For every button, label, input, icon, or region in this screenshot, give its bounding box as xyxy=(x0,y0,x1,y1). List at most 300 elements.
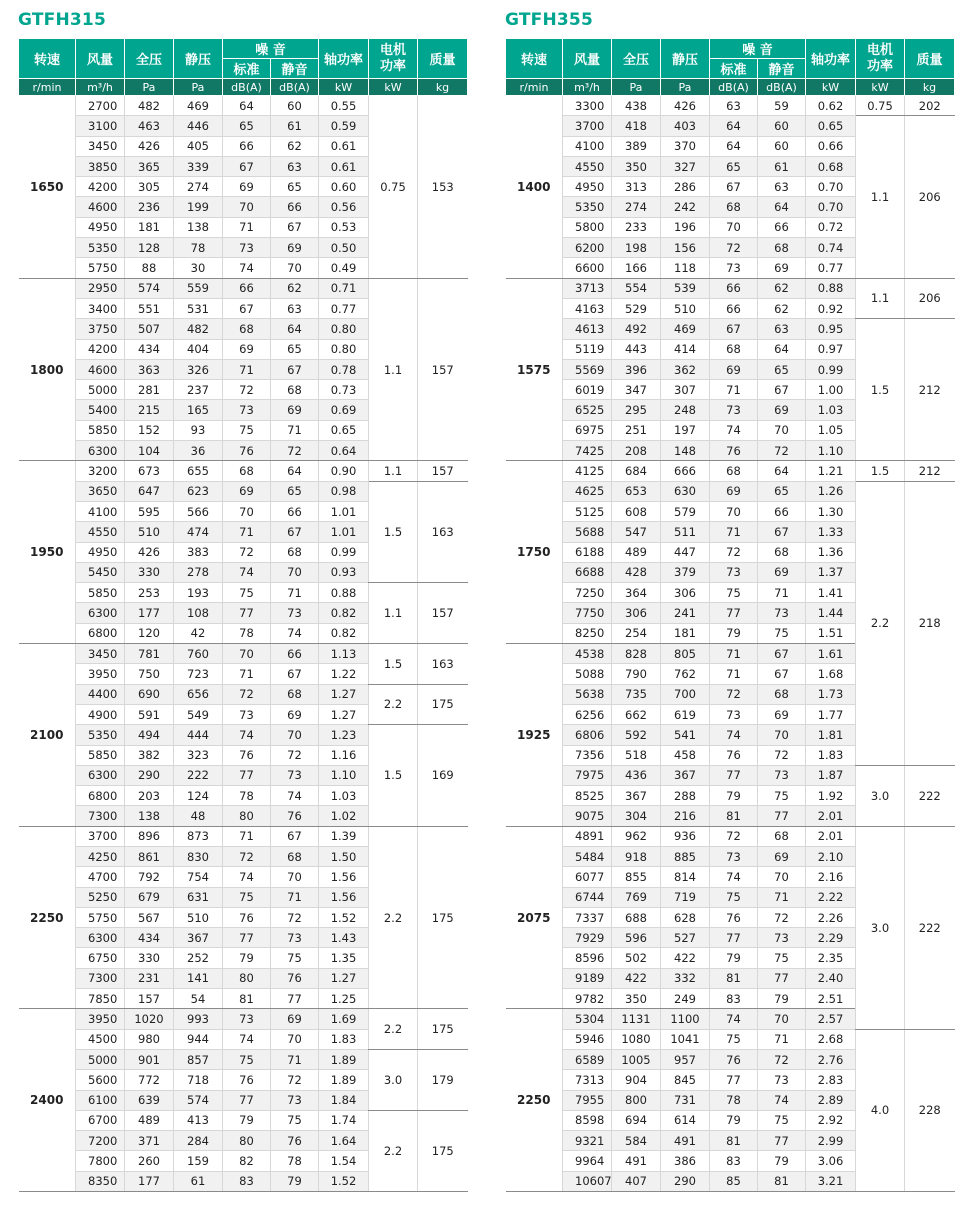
flow-cell: 7250 xyxy=(563,583,612,603)
static-pressure-cell: 193 xyxy=(174,583,223,603)
total-pressure-cell: 554 xyxy=(612,278,661,298)
shaft-power-cell: 1.10 xyxy=(319,765,369,785)
shaft-power-cell: 1.22 xyxy=(319,664,369,684)
total-pressure-cell: 313 xyxy=(612,177,661,197)
shaft-power-cell: 1.10 xyxy=(806,441,856,461)
total-pressure-cell: 790 xyxy=(612,664,661,684)
noise-silent-cell: 75 xyxy=(758,1110,806,1130)
static-pressure-cell: 306 xyxy=(661,583,710,603)
shaft-power-cell: 0.88 xyxy=(806,278,856,298)
flow-cell: 7975 xyxy=(563,765,612,785)
total-pressure-cell: 567 xyxy=(125,907,174,927)
noise-standard-cell: 75 xyxy=(223,420,271,440)
noise-standard-cell: 83 xyxy=(710,1151,758,1171)
total-pressure-cell: 330 xyxy=(125,562,174,582)
shaft-power-cell: 0.80 xyxy=(319,339,369,359)
noise-silent-cell: 73 xyxy=(271,765,319,785)
noise-standard-cell: 75 xyxy=(223,1049,271,1069)
static-pressure-cell: 936 xyxy=(661,826,710,846)
noise-standard-cell: 71 xyxy=(223,359,271,379)
header-static-pressure: 静压 xyxy=(661,39,710,79)
flow-cell: 4125 xyxy=(563,461,612,481)
shaft-power-cell: 2.68 xyxy=(806,1029,856,1049)
shaft-power-cell: 1.25 xyxy=(319,989,369,1009)
motor-power-cell: 1.1 xyxy=(369,461,418,481)
shaft-power-cell: 0.61 xyxy=(319,156,369,176)
motor-power-cell: 2.2 xyxy=(369,826,418,1009)
static-pressure-cell: 527 xyxy=(661,928,710,948)
flow-cell: 5400 xyxy=(76,400,125,420)
shaft-power-cell: 1.56 xyxy=(319,887,369,907)
shaft-power-cell: 2.10 xyxy=(806,846,856,866)
noise-silent-cell: 63 xyxy=(758,177,806,197)
static-pressure-cell: 559 xyxy=(174,278,223,298)
header-speed: 转速 xyxy=(19,39,76,79)
static-pressure-cell: 284 xyxy=(174,1131,223,1151)
speed-cell: 2075 xyxy=(506,826,563,1009)
noise-standard-cell: 76 xyxy=(710,441,758,461)
flow-cell: 4613 xyxy=(563,319,612,339)
shaft-power-cell: 1.54 xyxy=(319,1151,369,1171)
shaft-power-cell: 2.29 xyxy=(806,928,856,948)
flow-cell: 7955 xyxy=(563,1090,612,1110)
noise-silent-cell: 74 xyxy=(271,786,319,806)
noise-standard-cell: 69 xyxy=(223,339,271,359)
static-pressure-cell: 760 xyxy=(174,644,223,664)
motor-power-cell: 1.5 xyxy=(369,644,418,685)
noise-standard-cell: 83 xyxy=(710,989,758,1009)
total-pressure-cell: 772 xyxy=(125,1070,174,1090)
noise-standard-cell: 81 xyxy=(710,1131,758,1151)
noise-silent-cell: 64 xyxy=(758,197,806,217)
total-pressure-cell: 507 xyxy=(125,319,174,339)
total-pressure-cell: 251 xyxy=(612,420,661,440)
flow-cell: 4891 xyxy=(563,826,612,846)
shaft-power-cell: 1.36 xyxy=(806,542,856,562)
noise-silent-cell: 75 xyxy=(271,1110,319,1130)
flow-cell: 8350 xyxy=(76,1171,125,1191)
flow-cell: 2950 xyxy=(76,278,125,298)
noise-standard-cell: 73 xyxy=(710,258,758,278)
shaft-power-cell: 1.77 xyxy=(806,704,856,724)
total-pressure-cell: 157 xyxy=(125,989,174,1009)
noise-standard-cell: 66 xyxy=(710,278,758,298)
noise-silent-cell: 60 xyxy=(758,116,806,136)
mass-cell: 163 xyxy=(418,481,468,582)
static-pressure-cell: 666 xyxy=(661,461,710,481)
flow-cell: 5750 xyxy=(76,907,125,927)
static-pressure-cell: 30 xyxy=(174,258,223,278)
shaft-power-cell: 0.97 xyxy=(806,339,856,359)
static-pressure-cell: 241 xyxy=(661,603,710,623)
flow-cell: 4600 xyxy=(76,197,125,217)
header-flow: 风量 xyxy=(76,39,125,79)
total-pressure-cell: 653 xyxy=(612,481,661,501)
shaft-power-cell: 2.57 xyxy=(806,1009,856,1029)
noise-silent-cell: 66 xyxy=(758,217,806,237)
shaft-power-cell: 0.90 xyxy=(319,461,369,481)
noise-standard-cell: 80 xyxy=(223,1131,271,1151)
total-pressure-cell: 608 xyxy=(612,501,661,521)
flow-cell: 7300 xyxy=(76,968,125,988)
total-pressure-cell: 828 xyxy=(612,644,661,664)
flow-cell: 6750 xyxy=(76,948,125,968)
noise-standard-cell: 74 xyxy=(710,867,758,887)
total-pressure-cell: 88 xyxy=(125,258,174,278)
flow-cell: 6589 xyxy=(563,1049,612,1069)
unit-cell: kW xyxy=(856,79,905,96)
static-pressure-cell: 326 xyxy=(174,359,223,379)
noise-standard-cell: 66 xyxy=(223,136,271,156)
total-pressure-cell: 769 xyxy=(612,887,661,907)
flow-cell: 6744 xyxy=(563,887,612,907)
shaft-power-cell: 1.64 xyxy=(319,1131,369,1151)
speed-cell: 1950 xyxy=(19,461,76,644)
noise-standard-cell: 75 xyxy=(710,1029,758,1049)
total-pressure-cell: 152 xyxy=(125,420,174,440)
speed-cell: 1650 xyxy=(19,96,76,279)
shaft-power-cell: 1.89 xyxy=(319,1070,369,1090)
flow-cell: 4550 xyxy=(563,156,612,176)
noise-standard-cell: 67 xyxy=(223,156,271,176)
total-pressure-cell: 463 xyxy=(125,116,174,136)
total-pressure-cell: 574 xyxy=(125,278,174,298)
header-noise-standard: 标准 xyxy=(223,59,271,79)
static-pressure-cell: 141 xyxy=(174,968,223,988)
noise-silent-cell: 62 xyxy=(758,278,806,298)
total-pressure-cell: 980 xyxy=(125,1029,174,1049)
mass-cell: 175 xyxy=(418,1110,468,1191)
noise-standard-cell: 70 xyxy=(710,501,758,521)
shaft-power-cell: 1.33 xyxy=(806,522,856,542)
flow-cell: 7800 xyxy=(76,1151,125,1171)
units-row xyxy=(19,79,468,96)
total-pressure-cell: 494 xyxy=(125,725,174,745)
shaft-power-cell: 2.92 xyxy=(806,1110,856,1130)
static-pressure-cell: 286 xyxy=(661,177,710,197)
noise-silent-cell: 69 xyxy=(271,400,319,420)
total-pressure-cell: 596 xyxy=(612,928,661,948)
motor-power-cell: 1.5 xyxy=(856,461,905,481)
total-pressure-cell: 662 xyxy=(612,704,661,724)
total-pressure-cell: 491 xyxy=(612,1151,661,1171)
noise-standard-cell: 79 xyxy=(710,786,758,806)
shaft-power-cell: 1.92 xyxy=(806,786,856,806)
flow-cell: 3850 xyxy=(76,156,125,176)
table-row xyxy=(506,461,955,481)
static-pressure-cell: 482 xyxy=(174,319,223,339)
noise-silent-cell: 64 xyxy=(758,339,806,359)
noise-standard-cell: 76 xyxy=(223,745,271,765)
static-pressure-cell: 216 xyxy=(661,806,710,826)
table-row xyxy=(19,1110,468,1130)
model-title: GTFH315 xyxy=(18,10,106,30)
performance-table xyxy=(18,38,468,1192)
motor-power-cell: 2.2 xyxy=(369,684,418,725)
total-pressure-cell: 422 xyxy=(612,968,661,988)
noise-standard-cell: 73 xyxy=(710,562,758,582)
shaft-power-cell: 1.01 xyxy=(319,522,369,542)
noise-silent-cell: 73 xyxy=(758,765,806,785)
shaft-power-cell: 0.73 xyxy=(319,380,369,400)
header-mass: 质量 xyxy=(905,39,955,79)
total-pressure-cell: 365 xyxy=(125,156,174,176)
flow-cell: 3700 xyxy=(563,116,612,136)
shaft-power-cell: 1.44 xyxy=(806,603,856,623)
static-pressure-cell: 383 xyxy=(174,542,223,562)
noise-standard-cell: 74 xyxy=(710,1009,758,1029)
header-static-pressure: 静压 xyxy=(174,39,223,79)
flow-cell: 6600 xyxy=(563,258,612,278)
mass-cell: 153 xyxy=(418,96,468,279)
flow-cell: 5088 xyxy=(563,664,612,684)
table-row xyxy=(506,826,955,846)
total-pressure-cell: 443 xyxy=(612,339,661,359)
speed-cell: 1575 xyxy=(506,278,563,461)
total-pressure-cell: 295 xyxy=(612,400,661,420)
noise-standard-cell: 76 xyxy=(223,441,271,461)
motor-power-cell: 2.2 xyxy=(369,1009,418,1050)
noise-silent-cell: 68 xyxy=(271,846,319,866)
noise-silent-cell: 66 xyxy=(758,501,806,521)
flow-cell: 7425 xyxy=(563,441,612,461)
noise-standard-cell: 80 xyxy=(223,968,271,988)
header-row xyxy=(506,39,955,59)
total-pressure-cell: 426 xyxy=(125,136,174,156)
total-pressure-cell: 260 xyxy=(125,1151,174,1171)
total-pressure-cell: 347 xyxy=(612,380,661,400)
shaft-power-cell: 1.84 xyxy=(319,1090,369,1110)
static-pressure-cell: 42 xyxy=(174,623,223,643)
static-pressure-cell: 541 xyxy=(661,725,710,745)
shaft-power-cell: 1.81 xyxy=(806,725,856,745)
shaft-power-cell: 1.27 xyxy=(319,684,369,704)
noise-silent-cell: 68 xyxy=(271,380,319,400)
noise-silent-cell: 71 xyxy=(758,1029,806,1049)
noise-silent-cell: 62 xyxy=(271,278,319,298)
noise-standard-cell: 74 xyxy=(223,867,271,887)
shaft-power-cell: 1.83 xyxy=(806,745,856,765)
noise-standard-cell: 73 xyxy=(223,704,271,724)
static-pressure-cell: 323 xyxy=(174,745,223,765)
static-pressure-cell: 579 xyxy=(661,501,710,521)
noise-standard-cell: 72 xyxy=(223,684,271,704)
total-pressure-cell: 735 xyxy=(612,684,661,704)
flow-cell: 8598 xyxy=(563,1110,612,1130)
noise-silent-cell: 65 xyxy=(758,481,806,501)
noise-silent-cell: 70 xyxy=(271,1029,319,1049)
flow-cell: 4400 xyxy=(76,684,125,704)
total-pressure-cell: 426 xyxy=(125,542,174,562)
flow-cell: 5350 xyxy=(76,238,125,258)
shaft-power-cell: 1.68 xyxy=(806,664,856,684)
table-row xyxy=(19,461,468,481)
noise-silent-cell: 69 xyxy=(758,846,806,866)
flow-cell: 5850 xyxy=(76,583,125,603)
total-pressure-cell: 438 xyxy=(612,96,661,116)
total-pressure-cell: 547 xyxy=(612,522,661,542)
total-pressure-cell: 647 xyxy=(125,481,174,501)
shaft-power-cell: 0.74 xyxy=(806,238,856,258)
noise-silent-cell: 69 xyxy=(271,1009,319,1029)
static-pressure-cell: 362 xyxy=(661,359,710,379)
noise-silent-cell: 70 xyxy=(271,867,319,887)
noise-standard-cell: 77 xyxy=(710,603,758,623)
static-pressure-cell: 539 xyxy=(661,278,710,298)
flow-cell: 4100 xyxy=(76,501,125,521)
noise-silent-cell: 65 xyxy=(271,339,319,359)
shaft-power-cell: 0.98 xyxy=(319,481,369,501)
noise-silent-cell: 71 xyxy=(271,583,319,603)
noise-standard-cell: 69 xyxy=(710,481,758,501)
static-pressure-cell: 655 xyxy=(174,461,223,481)
noise-silent-cell: 68 xyxy=(271,684,319,704)
static-pressure-cell: 754 xyxy=(174,867,223,887)
total-pressure-cell: 181 xyxy=(125,217,174,237)
shaft-power-cell: 0.92 xyxy=(806,298,856,318)
noise-silent-cell: 66 xyxy=(271,644,319,664)
flow-cell: 5000 xyxy=(76,380,125,400)
shaft-power-cell: 1.23 xyxy=(319,725,369,745)
noise-standard-cell: 66 xyxy=(710,298,758,318)
static-pressure-cell: 656 xyxy=(174,684,223,704)
flow-cell: 3700 xyxy=(76,826,125,846)
noise-standard-cell: 74 xyxy=(223,562,271,582)
static-pressure-cell: 447 xyxy=(661,542,710,562)
header-noise-standard: 标准 xyxy=(710,59,758,79)
shaft-power-cell: 2.51 xyxy=(806,989,856,1009)
mass-cell: 228 xyxy=(905,1029,955,1191)
noise-standard-cell: 74 xyxy=(710,420,758,440)
shaft-power-cell: 1.61 xyxy=(806,644,856,664)
flow-cell: 3400 xyxy=(76,298,125,318)
unit-cell: kW xyxy=(319,79,369,96)
noise-standard-cell: 65 xyxy=(710,156,758,176)
shaft-power-cell: 1.30 xyxy=(806,501,856,521)
noise-silent-cell: 63 xyxy=(271,156,319,176)
total-pressure-cell: 363 xyxy=(125,359,174,379)
static-pressure-cell: 885 xyxy=(661,846,710,866)
noise-standard-cell: 76 xyxy=(710,907,758,927)
shaft-power-cell: 1.51 xyxy=(806,623,856,643)
flow-cell: 7300 xyxy=(76,806,125,826)
noise-silent-cell: 69 xyxy=(758,400,806,420)
unit-cell: dB(A) xyxy=(758,79,806,96)
total-pressure-cell: 371 xyxy=(125,1131,174,1151)
noise-silent-cell: 67 xyxy=(271,217,319,237)
speed-cell: 2250 xyxy=(19,826,76,1009)
total-pressure-cell: 350 xyxy=(612,989,661,1009)
total-pressure-cell: 233 xyxy=(612,217,661,237)
noise-standard-cell: 69 xyxy=(710,359,758,379)
noise-standard-cell: 79 xyxy=(710,623,758,643)
unit-cell: Pa xyxy=(174,79,223,96)
noise-standard-cell: 85 xyxy=(710,1171,758,1191)
static-pressure-cell: 290 xyxy=(661,1171,710,1191)
noise-standard-cell: 77 xyxy=(223,603,271,623)
flow-cell: 6688 xyxy=(563,562,612,582)
total-pressure-cell: 203 xyxy=(125,786,174,806)
noise-standard-cell: 83 xyxy=(223,1171,271,1191)
flow-cell: 6200 xyxy=(563,238,612,258)
flow-cell: 4100 xyxy=(563,136,612,156)
header-noise-silent: 静音 xyxy=(271,59,319,79)
total-pressure-cell: 688 xyxy=(612,907,661,927)
flow-cell: 5350 xyxy=(76,725,125,745)
flow-cell: 9782 xyxy=(563,989,612,1009)
static-pressure-cell: 458 xyxy=(661,745,710,765)
noise-standard-cell: 73 xyxy=(710,846,758,866)
flow-cell: 10607 xyxy=(563,1171,612,1191)
noise-standard-cell: 73 xyxy=(223,1009,271,1029)
shaft-power-cell: 2.16 xyxy=(806,867,856,887)
shaft-power-cell: 1.83 xyxy=(319,1029,369,1049)
static-pressure-cell: 491 xyxy=(661,1131,710,1151)
noise-silent-cell: 75 xyxy=(758,623,806,643)
total-pressure-cell: 492 xyxy=(612,319,661,339)
total-pressure-cell: 489 xyxy=(612,542,661,562)
static-pressure-cell: 718 xyxy=(174,1070,223,1090)
noise-standard-cell: 77 xyxy=(710,1070,758,1090)
shaft-power-cell: 1.43 xyxy=(319,928,369,948)
shaft-power-cell: 2.01 xyxy=(806,826,856,846)
shaft-power-cell: 0.72 xyxy=(806,217,856,237)
unit-cell: Pa xyxy=(661,79,710,96)
total-pressure-cell: 781 xyxy=(125,644,174,664)
table-row xyxy=(506,116,955,136)
noise-silent-cell: 69 xyxy=(758,562,806,582)
total-pressure-cell: 518 xyxy=(612,745,661,765)
flow-cell: 7850 xyxy=(76,989,125,1009)
noise-silent-cell: 70 xyxy=(271,725,319,745)
total-pressure-cell: 290 xyxy=(125,765,174,785)
flow-cell: 4538 xyxy=(563,644,612,664)
unit-cell: Pa xyxy=(612,79,661,96)
total-pressure-cell: 120 xyxy=(125,623,174,643)
mass-cell: 157 xyxy=(418,583,468,644)
table-row xyxy=(506,278,955,298)
flow-cell: 6300 xyxy=(76,765,125,785)
flow-cell: 7356 xyxy=(563,745,612,765)
flow-cell: 3450 xyxy=(76,136,125,156)
shaft-power-cell: 1.37 xyxy=(806,562,856,582)
noise-standard-cell: 66 xyxy=(223,278,271,298)
table-row xyxy=(506,1029,955,1049)
total-pressure-cell: 750 xyxy=(125,664,174,684)
mass-cell: 206 xyxy=(905,116,955,278)
motor-power-cell: 0.75 xyxy=(369,96,418,279)
total-pressure-cell: 690 xyxy=(125,684,174,704)
flow-cell: 7313 xyxy=(563,1070,612,1090)
flow-cell: 4950 xyxy=(76,542,125,562)
total-pressure-cell: 591 xyxy=(125,704,174,724)
static-pressure-cell: 379 xyxy=(661,562,710,582)
header-noise-silent: 静音 xyxy=(758,59,806,79)
flow-cell: 6188 xyxy=(563,542,612,562)
shaft-power-cell: 0.77 xyxy=(806,258,856,278)
static-pressure-cell: 181 xyxy=(661,623,710,643)
static-pressure-cell: 413 xyxy=(174,1110,223,1130)
static-pressure-cell: 327 xyxy=(661,156,710,176)
shaft-power-cell: 1.02 xyxy=(319,806,369,826)
noise-silent-cell: 77 xyxy=(758,968,806,988)
header-flow: 风量 xyxy=(563,39,612,79)
noise-silent-cell: 76 xyxy=(271,806,319,826)
table-row xyxy=(506,96,955,116)
total-pressure-cell: 253 xyxy=(125,583,174,603)
total-pressure-cell: 382 xyxy=(125,745,174,765)
static-pressure-cell: 1041 xyxy=(661,1029,710,1049)
